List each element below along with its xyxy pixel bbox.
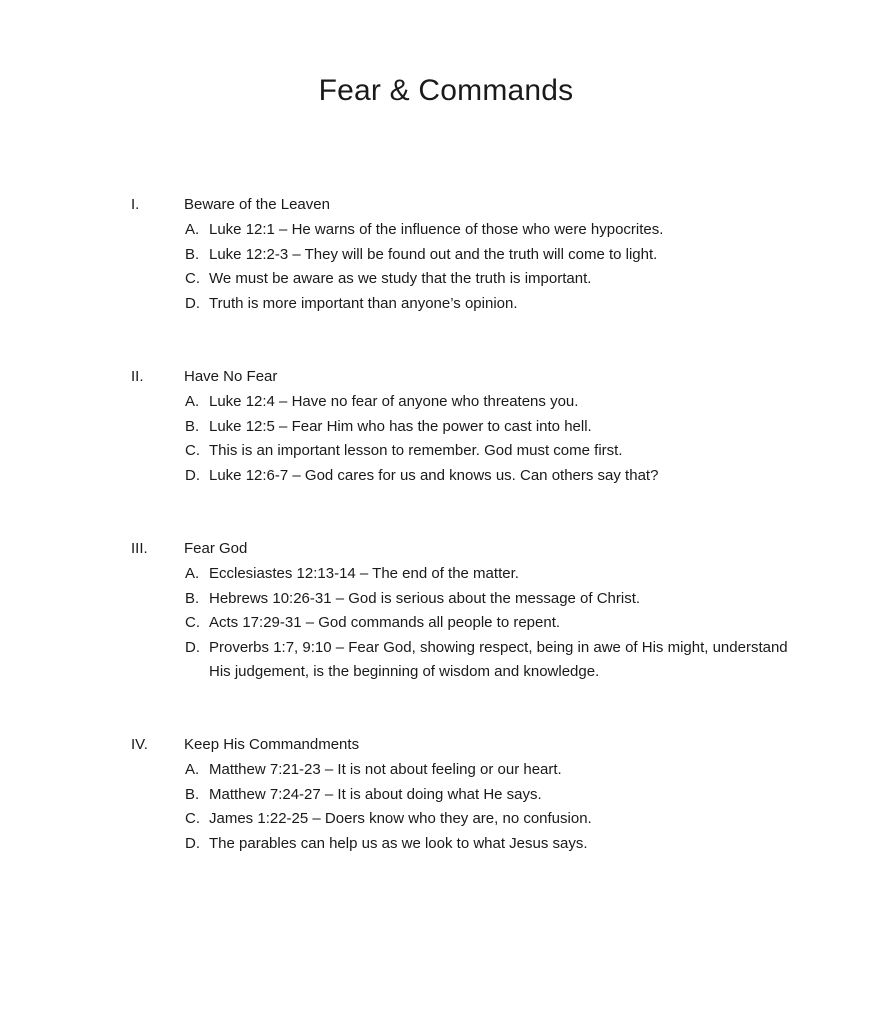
list-item [131,292,811,317]
section-numeral: III. [131,540,148,557]
item-letter: D. [185,294,200,312]
section-item-list [131,390,811,488]
item-text: We must be aware as we study that the truth is important. [209,270,592,287]
item-letter: B. [185,589,200,607]
section-numeral: I. [131,196,140,213]
list-item [131,562,811,587]
item-letter: D. [185,466,200,484]
item-letter: A. [185,565,200,582]
item-letter: B. [185,245,200,263]
outline-section [131,733,811,856]
item-text: The parables can help us as we look to what Jesus says. [209,834,588,852]
section-header [131,193,811,217]
section-header [131,365,811,389]
outline-section [131,365,811,488]
section-heading: Beware of the Leaven [184,196,330,213]
item-letter: C. [185,614,200,631]
section-numeral: II. [131,368,144,385]
item-letter: A. [185,393,200,410]
list-item [131,415,811,440]
item-letter: A. [185,221,200,238]
item-text: Luke 12:1 – He warns of the influence of those who were hypocrites. [209,221,664,238]
list-item [131,267,811,292]
list-item [131,832,811,857]
section-heading: Fear God [184,540,248,557]
item-text: Luke 12:2-3 – They will be found out and the truth will come to light. [209,245,658,263]
item-letter: C. [185,810,200,827]
item-text: Matthew 7:21-23 – It is not about feeling or our heart. [209,761,562,778]
item-letter: D. [185,638,200,656]
item-text: Truth is more important than anyone’s opinion. [209,294,518,312]
item-letter: B. [185,417,200,435]
item-text: Acts 17:29-31 – God commands all people to repent. [209,614,561,631]
item-letter: C. [185,442,200,459]
item-text: Hebrews 10:26-31 – God is serious about the message of Christ. [209,589,641,607]
list-item [131,587,811,612]
list-item [131,611,811,636]
item-text: Ecclesiastes 12:13-14 – The end of the matter. [209,565,519,582]
list-item [131,636,811,685]
list-item [131,783,811,808]
item-text: Luke 12:5 – Fear Him who has the power to cast into hell. [209,417,592,435]
outline-section [131,537,811,685]
section-numeral: IV. [131,736,148,753]
item-letter: A. [185,761,200,778]
list-item [131,390,811,415]
item-text: Luke 12:6-7 – God cares for us and knows us. Can others say that? [209,466,659,484]
section-heading: Keep His Commandments [184,736,360,753]
outline-section [131,193,811,316]
item-letter: B. [185,785,200,803]
section-header [131,733,811,757]
section-item-list [131,758,811,856]
item-text: Luke 12:4 – Have no fear of anyone who threatens you. [209,393,579,410]
list-item [131,464,811,489]
item-text: Proverbs 1:7, 9:10 – Fear God, showing respect, being in awe of His might, understand His judgement, is the beginning of wisdom and knowledge. [209,638,788,680]
item-letter: C. [185,270,200,287]
list-item [131,807,811,832]
list-item [131,218,811,243]
section-heading: Have No Fear [184,368,278,385]
section-item-list [131,562,811,685]
list-item [131,758,811,783]
list-item [131,243,811,268]
list-item [131,439,811,464]
section-item-list [131,218,811,316]
section-header [131,537,811,561]
page-title: Fear & Commands [318,74,574,107]
item-text: Matthew 7:24-27 – It is about doing what He says. [209,785,542,803]
item-letter: D. [185,834,200,852]
item-text: James 1:22-25 – Doers know who they are, no confusion. [209,810,592,827]
item-text: This is an important lesson to remember. God must come first. [209,442,623,459]
